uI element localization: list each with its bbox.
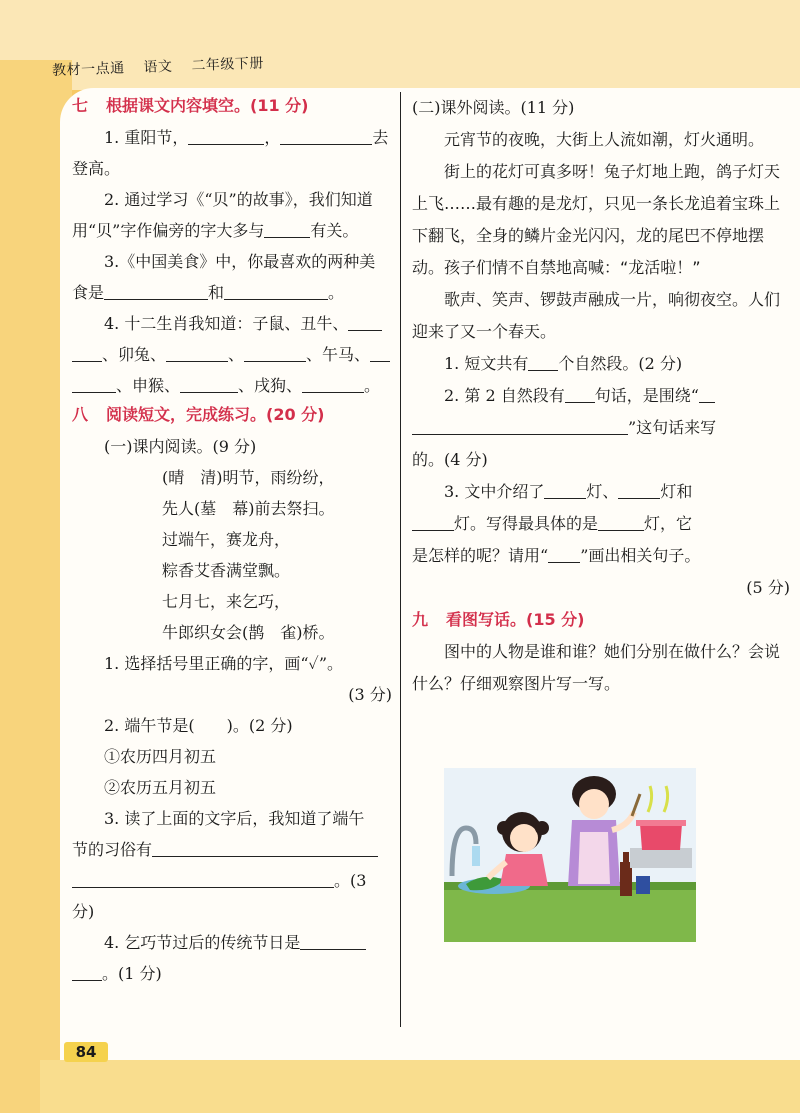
blank[interactable] <box>188 128 264 145</box>
s8-q2-option: ②农历五月初五 <box>104 778 217 797</box>
passage-paragraph: 街上的花灯可真多呀！兔子灯地上跑，鸽子灯天上飞……最有趣的是龙灯，只见一条长龙追着宝珠上下翻飞，全身的鳞片金光闪闪，龙的尾巴不停地摆动。孩子们情不自禁地高喊：“龙活啦！” <box>412 162 781 277</box>
left-column <box>72 92 392 989</box>
s8-q3: 3. 读了上面的文字后，我知道了端午 <box>104 809 365 828</box>
blank[interactable] <box>370 345 390 362</box>
section8-title: 阅读短文，完成练习。(20 分) <box>106 405 325 424</box>
blank[interactable] <box>72 376 116 393</box>
section8-heading <box>72 403 392 427</box>
p2-q3-cont: 灯。写得最具体的是 灯，它 <box>412 508 790 540</box>
blank[interactable] <box>224 283 328 300</box>
blank[interactable] <box>544 482 586 499</box>
blank[interactable] <box>280 128 372 145</box>
blank[interactable] <box>618 482 660 499</box>
s9-prompt: 图中的人物是谁和谁？她们分别在做什么？会说什么？仔细观察图片写一写。 <box>412 642 781 693</box>
p2-q2: 2. 第 2 自然段有 句话，是围绕“ <box>412 380 790 412</box>
right-column <box>412 92 790 700</box>
blank[interactable] <box>528 354 558 371</box>
bottom-band <box>40 1060 800 1113</box>
section7-number: 七 <box>72 96 89 115</box>
part2-title: (二)课外阅读。(11 分) <box>412 98 575 117</box>
blank[interactable] <box>166 345 228 362</box>
s7-q3-cont: 食是 和 。 <box>72 283 345 302</box>
s8-q2-option: ①农历四月初五 <box>104 747 217 766</box>
s8-q3-cont2: 。(3 分) <box>72 871 367 921</box>
poem-line: 先人(墓 幕)前去祭扫。 <box>162 499 335 518</box>
blank[interactable] <box>302 376 364 393</box>
blank[interactable] <box>412 514 454 531</box>
header-book: 教材一点通 <box>51 60 125 79</box>
section9-title: 看图写话。(15 分) <box>446 610 585 629</box>
column-divider <box>400 92 401 1027</box>
poem-line: 牛郎织女会(鹊 雀)桥。 <box>162 623 335 642</box>
s8-part1-title: (一)课内阅读。(9 分) <box>104 437 257 456</box>
s7-q2-cont: 用“贝”字作偏旁的字大多与 有关。 <box>72 221 359 240</box>
p2-q3-score: (5 分) <box>746 578 790 597</box>
blank[interactable] <box>412 418 628 435</box>
s7-q1-cont: 登高。 <box>72 159 121 178</box>
blank[interactable] <box>300 933 366 950</box>
section7-heading <box>72 94 392 118</box>
p2-q2-cont2: 的。(4 分) <box>412 450 488 469</box>
s8-q1-score: (3 分) <box>348 685 392 704</box>
header-subject: 语文 <box>143 58 173 76</box>
poem-line: 过端午，赛龙舟， <box>162 530 291 549</box>
s7-q4-cont2: 、申猴、 、戌狗、 。 <box>72 370 392 401</box>
s8-q3-cont: 节的习俗有 <box>72 834 392 865</box>
blank[interactable] <box>264 221 310 238</box>
blank[interactable] <box>72 871 334 888</box>
blank[interactable] <box>152 840 378 857</box>
section8-number: 八 <box>72 405 89 424</box>
poem-line: 七月七，来乞巧， <box>162 592 291 611</box>
blank[interactable] <box>72 964 102 981</box>
blank[interactable] <box>180 376 238 393</box>
p2-q1: 1. 短文共有 个自然段。(2 分) <box>444 354 683 373</box>
blank[interactable] <box>598 514 644 531</box>
blank[interactable] <box>104 283 208 300</box>
blank[interactable] <box>348 314 382 331</box>
page-number: 84 <box>64 1042 108 1062</box>
section7-title: 根据课文内容填空。(11 分) <box>106 96 309 115</box>
blank[interactable] <box>699 386 715 403</box>
blank[interactable] <box>565 386 595 403</box>
s8-q4: 4. 乞巧节过后的传统节日是 <box>72 927 392 958</box>
blank[interactable] <box>72 345 102 362</box>
poem-line: (晴 清)明节，雨纷纷， <box>162 468 335 487</box>
s7-q4-cont: 、卯兔、 、 、午马、 <box>72 339 392 370</box>
s7-q3: 3.《中国美食》中，你最喜欢的两种美 <box>104 252 376 271</box>
blank[interactable] <box>548 546 580 563</box>
passage-paragraph: 元宵节的夜晚，大街上人流如潮，灯火通明。 <box>444 130 765 149</box>
section9-number: 九 <box>412 610 429 629</box>
p2-q3: 3. 文中介绍了 灯、 灯和 <box>444 482 693 501</box>
s8-q1: 1. 选择括号里正确的字，画“✓”。 <box>104 654 344 673</box>
header-grade: 二年级下册 <box>191 55 265 75</box>
p2-q3-cont2: 是怎样的呢？请用“ ”画出相关句子。 <box>412 546 701 565</box>
cooking-illustration <box>444 768 696 942</box>
blank[interactable] <box>244 345 306 362</box>
s7-q1: 1. 重阳节， ， 去 <box>104 128 389 147</box>
s7-q2: 2. 通过学习《“贝”的故事》，我们知道 <box>104 190 373 209</box>
s7-q4: 4. 十二生肖我知道：子鼠、丑牛、 <box>72 308 392 339</box>
poem-line: 粽香艾香满堂飘。 <box>162 561 291 580</box>
p2-q2-cont: ”这句话来写 <box>412 412 790 444</box>
s8-q2: 2. 端午节是( )。(2 分) <box>104 716 293 735</box>
s8-q4-cont: 。(1 分) <box>72 958 392 989</box>
passage-paragraph: 歌声、笑声、锣鼓声融成一片，响彻夜空。人们迎来了又一个春天。 <box>412 290 781 341</box>
section9-heading <box>412 608 790 632</box>
